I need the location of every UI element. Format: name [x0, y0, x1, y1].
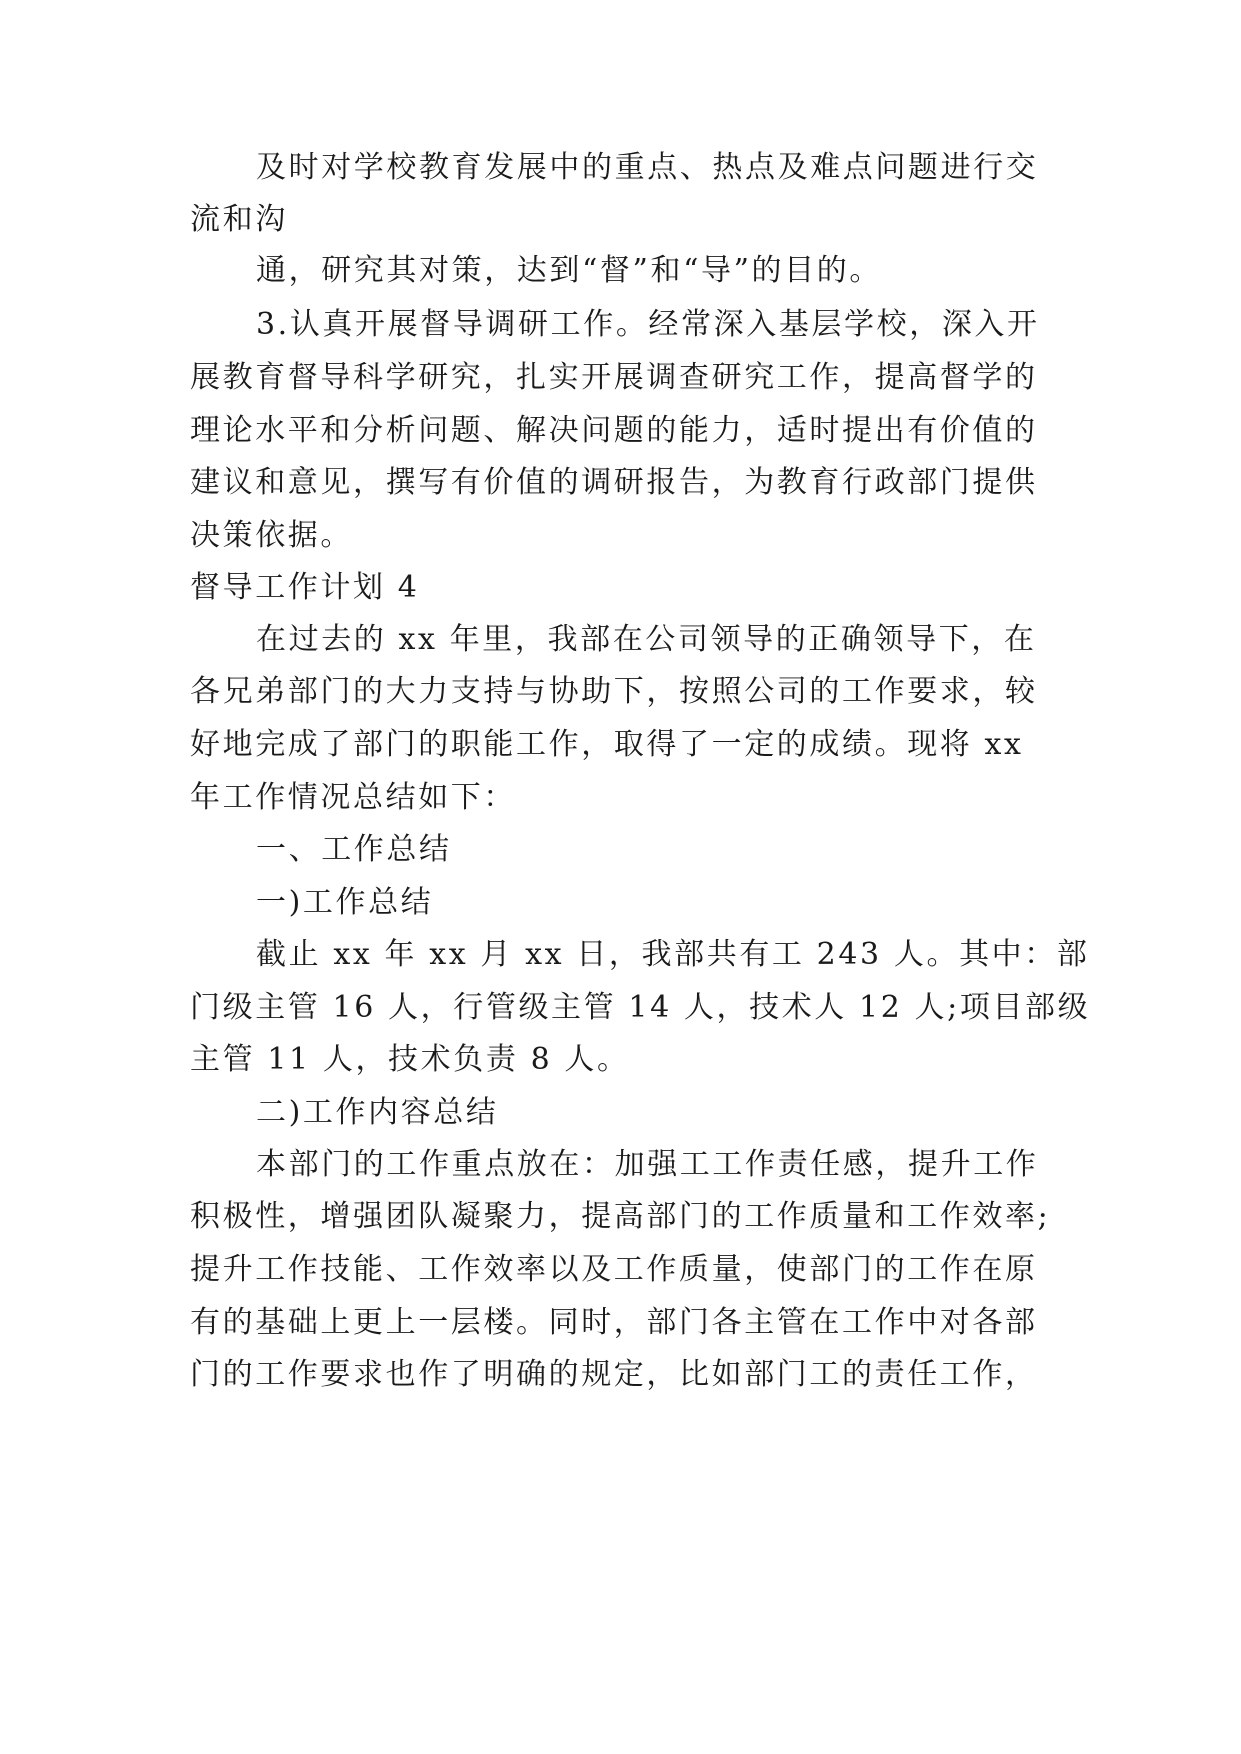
- paragraph-line: 主管 11 人，技术负责 8 人。: [190, 1042, 630, 1077]
- paragraph-line: 积极性，增强团队凝聚力，提高部门的工作质量和工作效率;: [190, 1199, 1051, 1234]
- paragraph-line: 通，研究其对策，达到“督”和“导”的目的。: [256, 253, 882, 288]
- paragraph-line: 3.认真开展督导调研工作。经常深入基层学校，深入开: [256, 307, 1040, 342]
- paragraph-line: 流和沟: [190, 202, 288, 237]
- paragraph-line: 年工作情况总结如下：: [190, 780, 516, 815]
- paragraph-line: 及时对学校教育发展中的重点、热点及难点问题进行交: [256, 150, 1039, 185]
- section-heading: 督导工作计划 4: [190, 570, 420, 605]
- paragraph-line: 本部门的工作重点放在：加强工工作责任感，提升工作: [256, 1147, 1039, 1182]
- subsection-heading: 一)工作总结: [256, 885, 434, 920]
- paragraph-line: 有的基础上更上一层楼。同时，部门各主管在工作中对各部: [190, 1305, 1038, 1340]
- paragraph-line: 在过去的 xx 年里，我部在公司领导的正确领导下，在: [256, 622, 1037, 657]
- subsection-heading: 一、工作总结: [256, 832, 452, 867]
- paragraph-line: 建议和意见，撰写有价值的调研报告，为教育行政部门提供: [190, 465, 1038, 500]
- paragraph-line: 展教育督导科学研究，扎实开展调查研究工作，提高督学的: [190, 360, 1038, 395]
- paragraph-line: 截止 xx 年 xx 月 xx 日，我部共有工 243 人。其中：部: [256, 937, 1090, 972]
- paragraph-line: 好地完成了部门的职能工作，取得了一定的成绩。现将 xx: [190, 727, 1024, 762]
- paragraph-line: 理论水平和分析问题、解决问题的能力，适时提出有价值的: [190, 413, 1038, 448]
- paragraph-line: 各兄弟部门的大力支持与协助下，按照公司的工作要求，较: [190, 674, 1038, 709]
- subsection-heading: 二)工作内容总结: [256, 1095, 499, 1130]
- paragraph-line: 提升工作技能、工作效率以及工作质量，使部门的工作在原: [190, 1252, 1038, 1287]
- paragraph-line: 门的工作要求也作了明确的规定，比如部门工的责任工作，: [190, 1357, 1038, 1392]
- paragraph-line: 决策依据。: [190, 518, 353, 553]
- paragraph-line: 门级主管 16 人，行管级主管 14 人，技术人 12 人;项目部级: [190, 990, 1091, 1025]
